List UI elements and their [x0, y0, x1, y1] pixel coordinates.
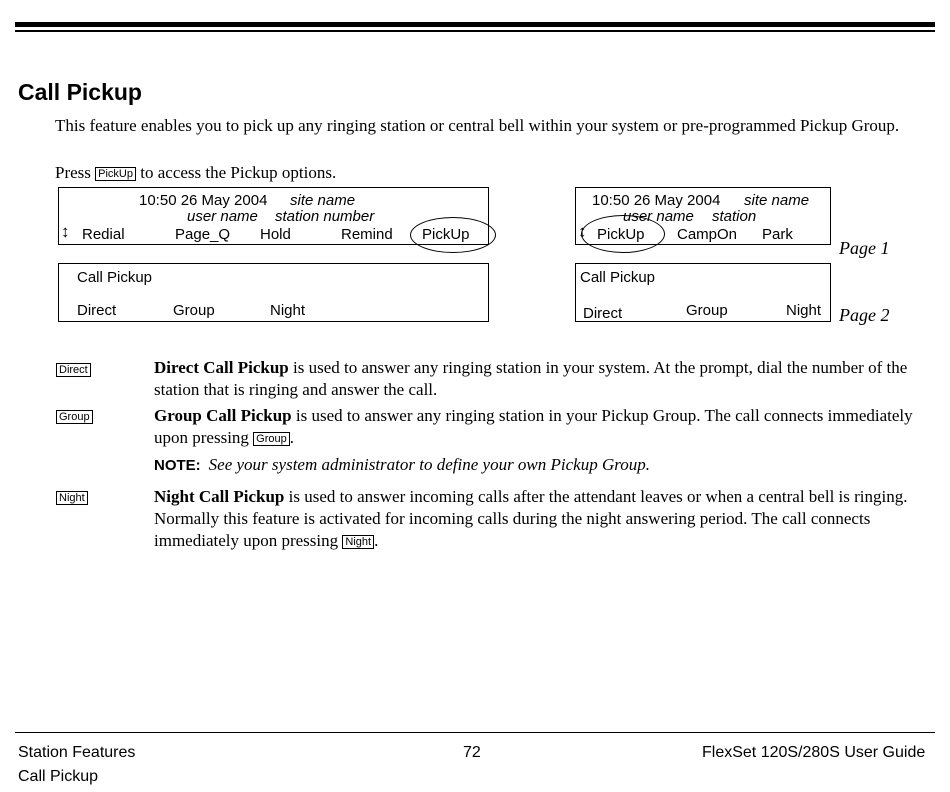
right-softkey-night[interactable]: Night [786, 302, 822, 319]
footer-section: Station Features [18, 744, 136, 761]
group-inline-key: Group [253, 432, 290, 446]
left-user-name: user name [187, 208, 258, 225]
left-display-page2 [58, 263, 489, 322]
page-2-label: Page 2 [839, 305, 890, 325]
footer-guide-title: FlexSet 120S/280S User Guide [702, 744, 926, 761]
pickup-highlight-oval [410, 217, 496, 253]
group-feature-name: Group Call Pickup [154, 406, 292, 425]
pickup-key: PickUp [95, 167, 136, 181]
group-key: Group [56, 410, 93, 424]
group-feature-text: is used to answer any ringing station in your Pickup Group. The call connects immediately upon pressing [154, 406, 913, 447]
softkey-pickup[interactable]: PickUp [422, 226, 470, 243]
group-end: . [289, 428, 294, 447]
softkey-direct[interactable]: Direct [77, 302, 117, 319]
footer-subsection: Call Pickup [18, 768, 99, 785]
note-text: See your system administrator to define your own Pickup Group. [208, 455, 650, 474]
night-description [154, 486, 936, 552]
softkey-park[interactable]: Park [762, 226, 793, 243]
softkey-remind[interactable]: Remind [341, 226, 393, 243]
right-user-name: user name [623, 208, 694, 225]
softkey-night[interactable]: Night [270, 302, 306, 319]
section-title: Call Pickup [18, 79, 142, 105]
footer-rule [15, 732, 935, 733]
right-pickup-highlight-oval [581, 215, 665, 253]
right-time-date: 10:50 26 May 2004 [592, 192, 721, 209]
right-softkey-pickup[interactable]: PickUp [597, 226, 645, 243]
header-rule-thin [15, 30, 935, 32]
left-site-name: site name [290, 192, 356, 209]
note-label: NOTE: [154, 457, 201, 474]
press-prefix: Press [55, 163, 91, 182]
right-pickup-title: Call Pickup [580, 269, 656, 286]
press-suffix: to access the Pickup options. [140, 163, 337, 182]
right-softkey-direct[interactable]: Direct [583, 305, 623, 322]
direct-feature-text: is used to answer any ringing station in your system. At the prompt, dial the number of the station that is ringing and answer the call. [154, 358, 908, 399]
left-pickup-title: Call Pickup [77, 269, 153, 286]
direct-description [154, 357, 936, 401]
softkey-page-q[interactable]: Page_Q [175, 226, 231, 243]
softkey-redial[interactable]: Redial [82, 226, 125, 243]
scroll-arrows-icon: ↕ [61, 222, 70, 241]
night-feature-text: is used to answer incoming calls after the attendant leaves or when a central bell is ringing. Normally this feature is activated for incoming calls during the night answering period. The call connects immediately upon pressing [154, 487, 908, 550]
right-display-page2 [575, 263, 831, 322]
right-softkey-group[interactable]: Group [686, 302, 728, 319]
night-end: . [374, 531, 379, 550]
right-station: station [712, 208, 757, 225]
group-description [154, 405, 936, 449]
night-key-label [56, 489, 88, 507]
page-1-label: Page 1 [839, 238, 890, 258]
intro-paragraph: This feature enables you to pick up any ringing station or central bell within your system or pre-programmed Pickup Group. [55, 116, 900, 135]
direct-key: Direct [56, 363, 91, 377]
page-number: 72 [463, 744, 481, 761]
night-feature-name: Night Call Pickup [154, 487, 285, 506]
direct-feature-name: Direct Call Pickup [154, 358, 289, 377]
header-rule-thick [15, 22, 935, 27]
press-instruction [55, 162, 336, 184]
softkey-hold[interactable]: Hold [260, 226, 291, 243]
right-site-name: site name [744, 192, 810, 209]
softkey-group[interactable]: Group [173, 302, 215, 319]
note [154, 455, 650, 475]
group-key-label [56, 408, 93, 426]
right-scroll-arrows-icon: ↕ [578, 222, 587, 241]
direct-key-label [56, 361, 91, 379]
left-station-number: station number [275, 208, 375, 225]
left-time-date: 10:50 26 May 2004 [139, 192, 268, 209]
softkey-campon[interactable]: CampOn [677, 226, 738, 243]
night-key: Night [56, 491, 88, 505]
night-inline-key: Night [342, 535, 374, 549]
